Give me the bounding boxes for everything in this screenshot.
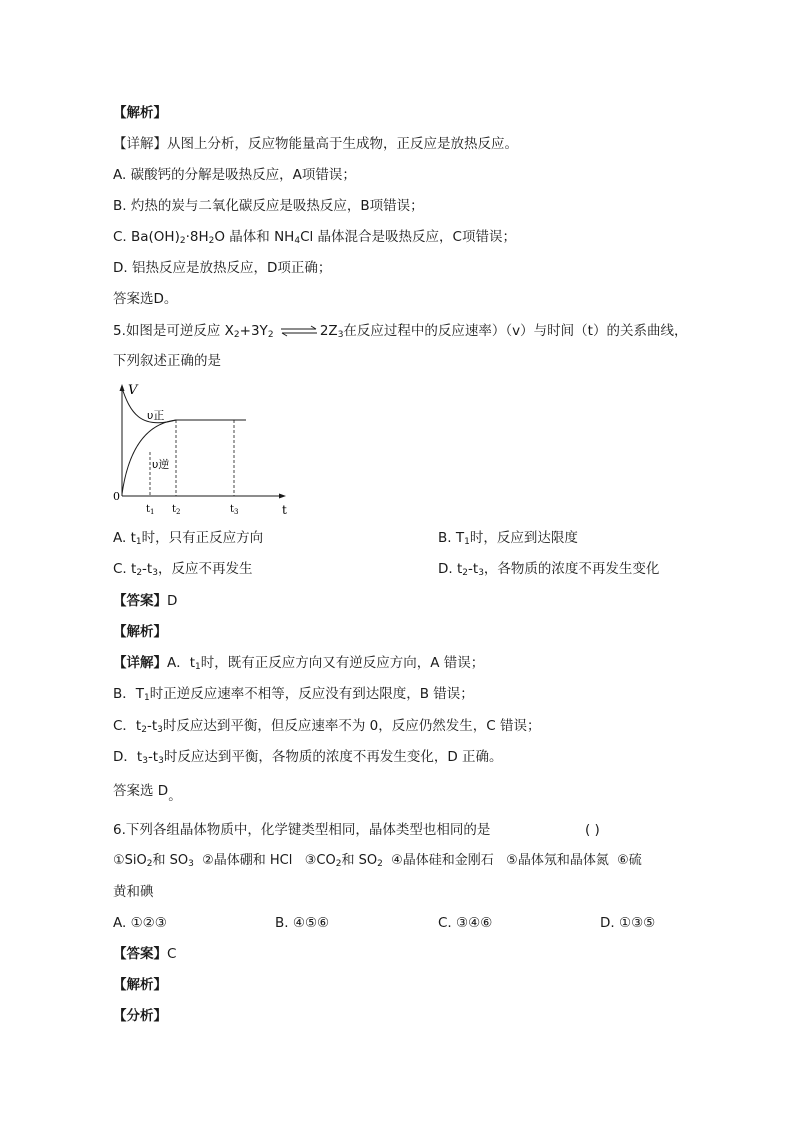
text: +3Y [239, 323, 268, 339]
forward-rate-label: υ正 [147, 409, 165, 422]
text: C. Ba(OH) [113, 229, 180, 245]
rate-time-graph [110, 382, 300, 520]
text: B. T [438, 530, 465, 546]
q6-option-b: B. ④⑤⑥ [275, 915, 330, 931]
subscript: 3 [188, 859, 194, 869]
q5-detail-b [113, 685, 474, 703]
text: t [146, 504, 151, 515]
text: C．t [113, 718, 142, 734]
answer-tag: 【答案】 [113, 593, 167, 609]
text: 时，只有正反应方向 [141, 530, 264, 546]
q5-option-b [438, 529, 578, 547]
subscript: 2 [335, 859, 342, 869]
section-heading-jiexi: 【解析】 [113, 105, 167, 121]
equilibrium-arrow-icon [280, 325, 318, 337]
y-axis-label: V [128, 383, 138, 398]
x-axis-arrow-icon [279, 494, 286, 499]
answer-conclusion: 答案选D。 [113, 291, 178, 307]
subscript: 1 [135, 537, 142, 547]
subscript: 2 [146, 859, 153, 869]
text: -t [142, 561, 153, 577]
text: 时反应达到平衡，但反应速率不为 0，反应仍然发生，C 错误； [162, 718, 541, 734]
text: 在反应过程中的反应速率）（v）与时间（t）的关系曲线， [343, 323, 688, 339]
q6-option-a: A. ①②③ [113, 915, 167, 931]
question-5-stem-line2: 下列叙述正确的是 [113, 353, 221, 369]
answer-tag: 【答案】 [113, 946, 167, 962]
period-mark: 。 [168, 788, 182, 804]
text: ，各物质的浓度不再发生变化 [483, 561, 660, 577]
q5-option-d [438, 560, 659, 578]
subscript: 3 [158, 756, 164, 766]
text: 和 SO [341, 853, 378, 868]
subscript: 2 [208, 236, 215, 246]
subscript: 3 [478, 568, 484, 578]
subscript: 1 [195, 662, 201, 672]
subscript: 2 [136, 568, 143, 578]
q5-option-a [113, 529, 263, 547]
text: 5.如图是可逆反应 X [113, 323, 234, 339]
text: ·8H [185, 229, 209, 245]
text: C. t [113, 561, 137, 577]
subscript: 1 [464, 537, 470, 547]
option-c-explanation [113, 228, 516, 246]
q5-jiexi-heading: 【解析】 [113, 624, 167, 640]
text: 时，既有正反应方向又有逆反应方向，A 错误； [200, 655, 485, 671]
question-5-stem [113, 322, 687, 340]
text: A．t [167, 655, 196, 671]
answer-parenthesis: ( ) [585, 822, 600, 838]
text: 答案选 D [113, 783, 169, 799]
option-a-explanation: A. 碳酸钙的分解是吸热反应，A项错误； [113, 167, 356, 183]
subscript: 2 [141, 725, 147, 735]
text: ①SiO [113, 853, 147, 868]
subscript: 3 [157, 725, 163, 735]
q5-answer [113, 592, 177, 610]
t3-label [230, 504, 239, 516]
answer-value: D [167, 593, 178, 609]
q5-detail-d [113, 748, 503, 766]
text: -t [146, 718, 158, 734]
text: 2Z [319, 323, 338, 339]
detail-tag: 【详解】 [113, 655, 167, 671]
q5-detail-c [113, 717, 540, 735]
option-d-explanation: D. 铝热反应是放热反应，D项正确； [113, 260, 332, 276]
subscript: 1 [150, 508, 155, 516]
subscript: 4 [294, 236, 301, 246]
text: Cl 晶体混合是吸热反应，C项错误； [300, 229, 516, 245]
q6-option-c: C. ③④⑥ [438, 915, 493, 931]
question-6-stem: 6.下列各组晶体物质中，化学键类型相同，晶体类型也相同的是 [113, 822, 491, 838]
text: ，反应不再发生 [157, 561, 253, 577]
reverse-rate-label: υ逆 [152, 458, 170, 471]
text: A. t [113, 530, 136, 546]
subscript: 2 [377, 859, 383, 869]
subscript: 1 [144, 693, 150, 703]
option-b-explanation: B. 灼热的炭与二氧化碳反应是吸热反应，B项错误； [113, 198, 424, 214]
text: -t [147, 749, 159, 765]
q6-fenxi-heading: 【分析】 [113, 1008, 167, 1024]
subscript: 3 [337, 330, 344, 340]
x-axis-label: t [282, 503, 287, 517]
text: 时，反应到达限度 [469, 530, 578, 546]
q5-detail-a [113, 654, 484, 672]
text: ④晶体硅和金刚石 ⑤晶体氖和晶体氮 ⑥硫 [382, 853, 642, 868]
text: t [230, 504, 235, 515]
subscript: 3 [152, 568, 158, 578]
q6-option-d: D. ①③⑤ [600, 915, 656, 931]
text: 时反应达到平衡，各物质的浓度不再发生变化，D 正确。 [163, 749, 503, 765]
text: D．t [113, 749, 143, 765]
q5-conclusion [113, 782, 182, 804]
q6-answer [113, 945, 176, 963]
question-6-items [113, 852, 642, 870]
t1-label [146, 504, 155, 516]
question-6-items-line2: 黄和碘 [113, 884, 154, 900]
t2-label [172, 504, 181, 516]
origin-label: 0 [113, 490, 120, 503]
text: -t [468, 561, 479, 577]
subscript: 2 [462, 568, 469, 578]
subscript: 2 [233, 330, 240, 340]
detail-line: 【详解】从图上分析，反应物能量高于生成物，正反应是放热反应。 [113, 136, 518, 152]
text: ②晶体硼和 HCl ③CO [193, 853, 336, 868]
text: B．T [113, 686, 145, 702]
text: O 晶体和 NH [214, 229, 295, 245]
subscript: 2 [176, 508, 181, 516]
text: 和 SO [152, 853, 189, 868]
q6-jiexi-heading: 【解析】 [113, 977, 167, 993]
text: t [172, 504, 177, 515]
text: 时正逆反应速率不相等，反应没有到达限度，B 错误； [149, 686, 474, 702]
reverse-rate-curve [122, 420, 176, 494]
subscript: 3 [142, 756, 148, 766]
y-axis-arrow-icon [120, 384, 125, 391]
answer-value: C [167, 946, 177, 962]
subscript: 3 [234, 508, 239, 516]
q5-option-c [113, 560, 252, 578]
subscript: 2 [267, 330, 274, 340]
text: D. t [438, 561, 463, 577]
subscript: 2 [179, 236, 186, 246]
